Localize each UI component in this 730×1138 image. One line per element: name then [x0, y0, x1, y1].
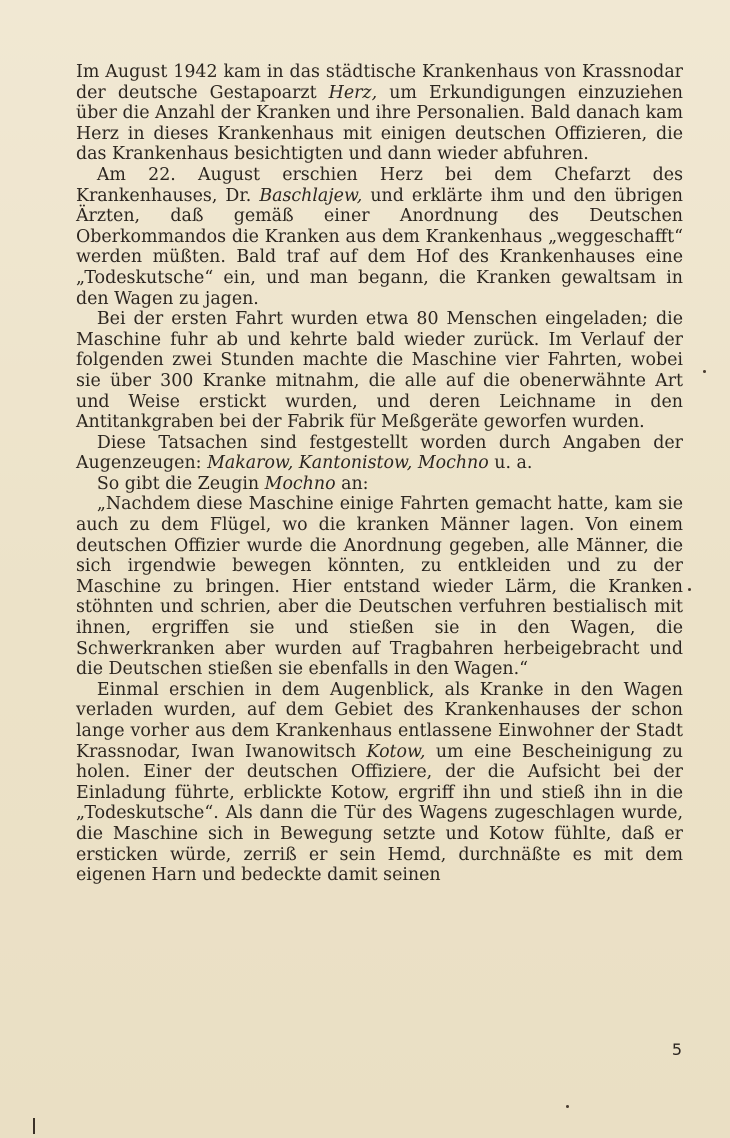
- body-text: [76, 62, 683, 886]
- emphasized-name: Mochno: [264, 473, 336, 494]
- emphasized-name: Herz,: [328, 82, 378, 103]
- text-run: Bei der ersten Fahrt wurden etwa 80 Menschen eingeladen; die Maschine fuhr ab und kehrte bald wieder zurück. Im Verlauf der folgenden zwei Stunden machte die Maschine vier Fahrten, wobei sie über 300 Kranke mitnahm, die alle auf die obenerwähnte Art und Weise erstickt wurden, und deren Leichname in den Antitankgraben bei der Fabrik für Meßgeräte geworfen wurden.: [76, 309, 683, 433]
- paragraph: [76, 433, 683, 474]
- text-run: u. a.: [488, 453, 533, 474]
- emphasized-name: Baschlajew,: [259, 185, 363, 206]
- speck: [566, 1105, 569, 1108]
- text-run: um eine Bescheinigung zu holen. Einer der deutschen Offiziere, der die Aufsicht bei der Einladung führte, erblickte Kotow, ergriff ihn und stieß ihn in die „Todeskutsche“. Als dann die Tür des Wagens zugeschlagen wurde, die Maschine sich in Bewegung setzte und Kotow fühlte, daß er ersticken würde, zerriß er sein Hemd, durchnäßte es mit dem eigenen Harn und bedeckte damit seinen: [76, 741, 683, 886]
- text-run: 42: [195, 62, 218, 82]
- text-run: Einmal erschien in dem Augenblick, als Kranke in den Wagen verladen wurden, auf dem Gebiet des Krankenhauses der schon lange vorher aus dem Krankenhaus entlassene Einwohner der Stadt Krassnodar, Iwan Iwanowitsch: [76, 679, 683, 762]
- text-run: an:: [335, 473, 369, 494]
- paragraph: [76, 680, 683, 886]
- block-quote: [76, 494, 683, 679]
- text-run: So gibt die Zeugin: [96, 473, 265, 494]
- text-run: Am 22. August erschien Herz bei dem Chefarzt des Krankenhauses, Dr.: [76, 164, 683, 206]
- emphasized-name: Kotow,: [366, 741, 426, 762]
- text-run: und erklärte ihm und den übrigen Ärzten, daß gemäß einer Anordnung des Deutschen Oberkommandos die Kranken aus dem Krankenhaus „weggeschafft“ werden müßten. Bald traf auf dem Hof des Krankenhauses eine „Todeskutsche“ ein, und man begann, die Kranken gewaltsam in den Wagen zu jagen.: [76, 185, 683, 309]
- emphasized-name: Makarow, Kantonistow, Mochno: [207, 453, 489, 474]
- text-run: Im August 19: [76, 62, 196, 82]
- text-run: „Nachdem diese Maschine einige Fahrten gemacht hatte, kam sie auch zu dem Flügel, wo die kranken Männer lagen. Von einem deutschen Offizier wurde die Anordnung gegeben, alle Männer, die sich irgendwie bewegen könnten, zu entkleiden und zu der Maschine zu bringen. Hier entstand wieder Lärm, die Kranken stöhnten und schrien, aber die Deutschen verfuhren bestialisch mit ihnen, ergriffen sie und stießen sie in den Wagen, die Schwerkranken aber wurden auf Tragbahren herbeigebracht und die Deutschen stießen sie ebenfalls in den Wagen.“: [76, 494, 683, 680]
- text-run: um Erkundigungen einzuziehen über die Anzahl der Kranken und ihre Personalien. Bald danach kam Herz in dieses Krankenhaus mit einigen deutschen Offizieren, die das Krankenhaus besichtigten und dann wieder abfuhren.: [76, 82, 683, 165]
- text-run: Diese Tatsachen sind festgestellt worden durch Angaben der Augenzeugen:: [76, 432, 683, 474]
- speck: [688, 588, 691, 591]
- margin-mark: [33, 1118, 35, 1134]
- paragraph: [76, 62, 683, 165]
- paragraph: [76, 165, 683, 309]
- page-number: 5: [671, 1040, 682, 1059]
- paragraph: [76, 474, 683, 495]
- paragraph: [76, 309, 683, 433]
- speck: [703, 370, 706, 373]
- text-run: kam in das städtische Krankenhaus von Krassnodar der deutsche Gestapoarzt: [76, 62, 683, 103]
